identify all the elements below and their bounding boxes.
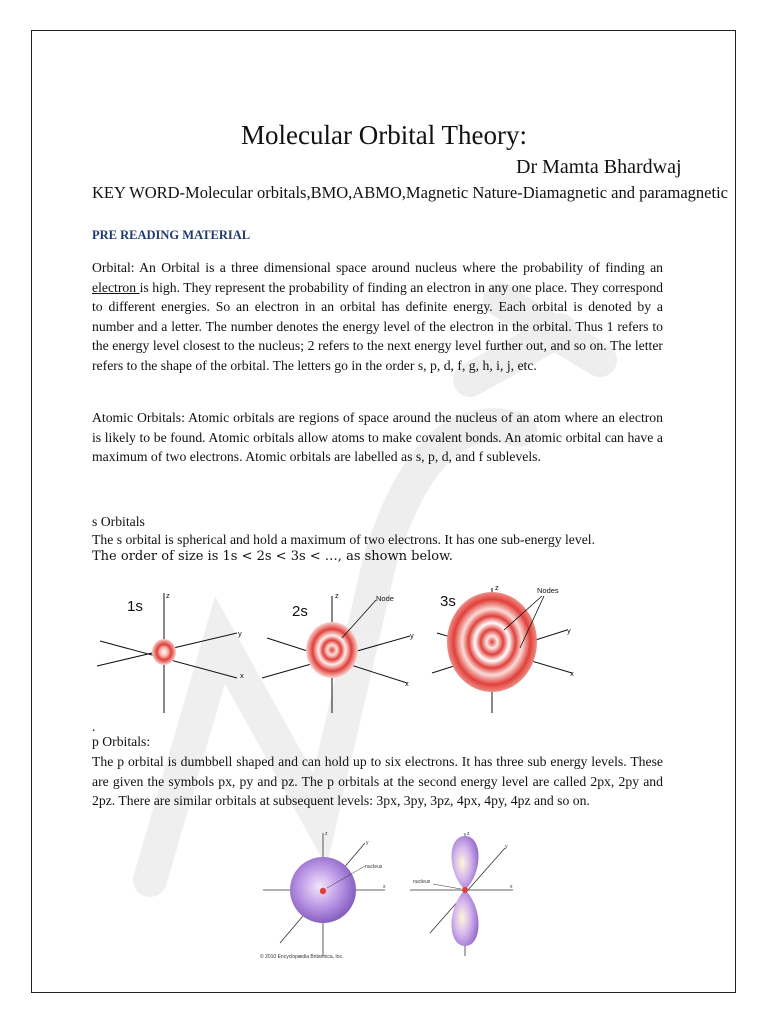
nucleus-dot-1 (320, 888, 326, 894)
node-label: Node (376, 594, 394, 603)
label-2s: 2s (292, 603, 308, 620)
pre-reading-heading: PRE READING MATERIAL (92, 228, 251, 242)
dot-separator: . (92, 719, 96, 734)
p-axis-z-2: z (467, 831, 470, 837)
nucleus-dot-2 (462, 887, 468, 893)
p-axis-y-1: y (366, 840, 369, 846)
s-orbitals-heading: s Orbitals (92, 514, 145, 529)
orbital-para-after: is high. They represent the probability of finding an electron in any one place. They correspond to different energies. So an electron in an orbital has definite energy. Each orbital is denoted by a number and a letter. The number denotes the energy level of the electron in the orbital. Thus 1 refers to the energy level closest to the nucleus; 2 refers to the next energy level further out, and so on. The letter refers to the shape of the orbital. The letters go in the order s, p, d, f, g, h, i, j, etc. (92, 279, 664, 373)
keyword-line: KEY WORD-Molecular orbitals,BMO,ABMO,Magnetic Nature-Diamagnetic and paramagnetic (92, 183, 728, 202)
orbital-3s (447, 592, 537, 692)
electron-link[interactable]: electron (92, 279, 140, 295)
orbital-1s (152, 639, 176, 665)
axis-y-2s: y (410, 631, 414, 640)
p-orbitals-paragraph: The p orbital is dumbbell shaped and can hold up to six electrons. It has three sub energy levels. These are given the symbols px, py and pz. The p orbitals at the second energy level are called 2px, 2py and 2pz. There are similar orbitals at subsequent levels: 3px, 3py, 3pz, 4px, 4py, 4pz and so on. (92, 754, 663, 808)
orbital-para-before: Orbital: An Orbital is a three dimensional space around nucleus where the probability of finding an (92, 260, 663, 275)
axis-y-1s: y (238, 629, 242, 638)
axis-x-2s: x (405, 679, 409, 688)
label-1s: 1s (127, 598, 143, 615)
p-axis-y-2: y (505, 844, 508, 850)
p-orbitals-figure (255, 828, 535, 964)
orbital-paragraph (92, 258, 663, 375)
p-lobe-bottom (452, 890, 479, 946)
s-orbitals-line1: The s orbital is spherical and hold a maximum of two electrons. It has one sub-energy level. (92, 532, 596, 547)
orbital-2s (306, 622, 358, 678)
axis-z-1s: z (166, 591, 170, 600)
atomic-orbitals-paragraph: Atomic Orbitals: Atomic orbitals are regions of space around the nucleus of an atom where an electron is likely to be found. Atomic orbitals allow atoms to make covalent bonds. An atomic orbital can have a maximum of two electrons. Atomic orbitals are labelled as s, p, d, and f sublevels. (92, 410, 663, 464)
nucleus-label-2: nucleus (413, 879, 431, 885)
label-3s: 3s (440, 593, 456, 610)
axis-z-2s: z (335, 591, 339, 600)
p-lobe-top (452, 836, 479, 890)
nodes-label: Nodes (537, 586, 559, 595)
axis-x-3s: x (570, 669, 574, 678)
page-title: Molecular Orbital Theory: (241, 120, 527, 150)
p-axis-z-1: z (325, 831, 328, 837)
axis-y-3s: y (567, 626, 571, 635)
p-orbitals-heading: p Orbitals: (92, 734, 151, 749)
author: Dr Mamta Bhardwaj (516, 156, 682, 178)
p-axis-x-2: x (510, 884, 513, 890)
s-orbitals-figure (92, 578, 592, 718)
axis-z-3s: z (495, 583, 499, 592)
p-axis-x-1: x (383, 884, 386, 890)
nucleus-label-1: nucleus (365, 864, 383, 870)
axis-x-1s: x (240, 671, 244, 680)
s-orbitals-line2: The order of size is 1s < 2s < 3s < …, as shown below. (92, 549, 453, 564)
copyright: © 2010 Encyclopædia Britannica, Inc. (260, 954, 344, 960)
